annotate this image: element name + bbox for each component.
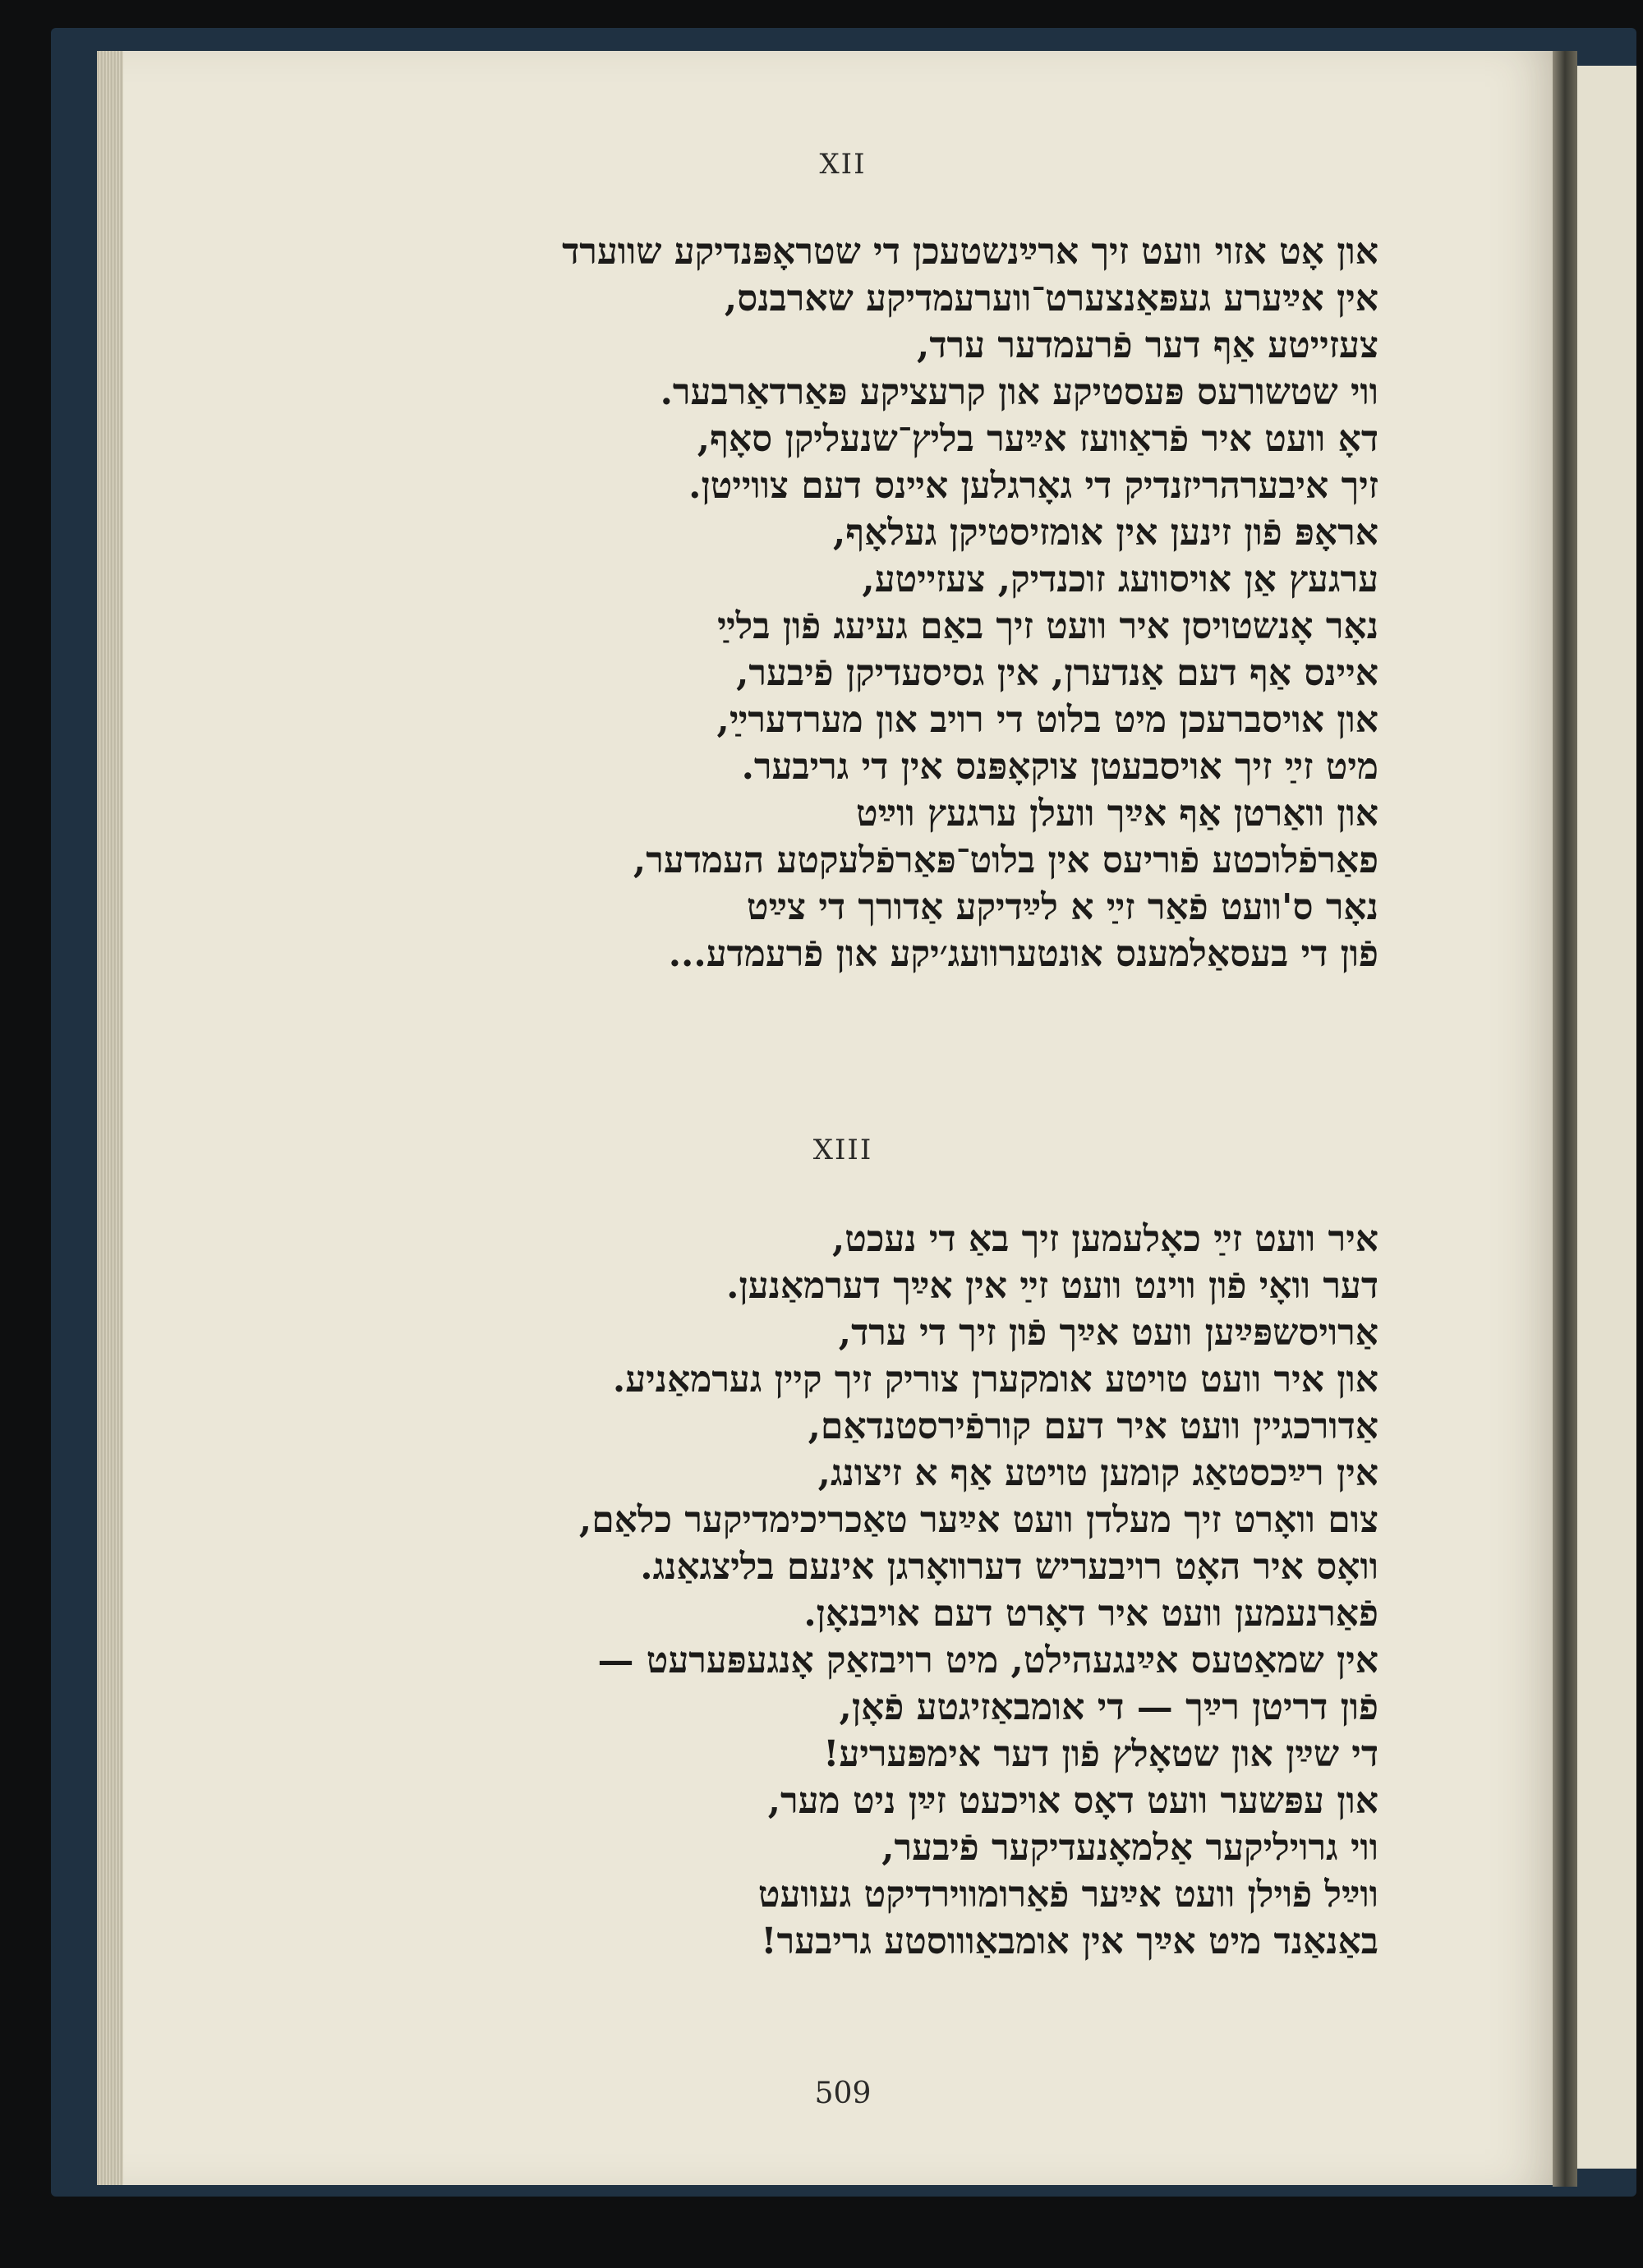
poem-line: און אָט אזוי וועט זיך ארײַנשטעכן די שטראָפּנדיקע שווערד [562, 231, 1378, 273]
poem-line: איינס אַף דעם אַנדערן, אין גסיסעדיקן פֿיבער, [736, 652, 1378, 694]
poem-line: צעזייטע אַף דער פֿרעמדער ערד, [917, 324, 1378, 366]
poem-line: און איר וועט טויטע אומקערן צוריק זיך קיין גערמאַניע. [612, 1359, 1378, 1401]
poem-line: אַרויסשפּײַען וועט אײַך פֿון זיך די ערד, [838, 1312, 1378, 1354]
poem-line: דאָ וועט איר פֿראַוועז אײַער בליץ־שנעליקן סאָף, [697, 418, 1378, 460]
facing-page [1569, 66, 1636, 2169]
poem-line: און אויסברעכן מיט בלוט די רויב און מערדערײַ, [716, 699, 1378, 741]
stanza-xiii [579, 1216, 1378, 1965]
poem-line: וואָס איר האָט רויבעריש דערװאָרגן אינעם בליצגאַנג. [640, 1546, 1378, 1588]
poem-line: פֿון דריטן רײַך — די אומבאַזיגטע פֿאָן, [839, 1686, 1378, 1728]
poem-line: פֿון די בעסאַלמענס אונטערוועג׳יקע און פֿרעמדע... [668, 933, 1378, 975]
book-gutter [1553, 51, 1577, 2187]
poem-line: ווי שטשורעס פּעסטיקע און קרעציקע פּאַרדאַרבער. [660, 371, 1378, 413]
poem-line: פאַרפֿלוכטע פֿוריעס אין בלוט־פּאַרפֿלעקטע העמדער, [633, 840, 1378, 881]
poem-line: אַדורכגיין וועט איר דעם קורפֿירסטנדאַם, [808, 1405, 1378, 1447]
page-number: 509 [814, 2077, 872, 2110]
poem-line: צום וואָרט זיך מעלדן וועט אײַער טאַכריכימדיקער כלאַם, [578, 1499, 1378, 1541]
poem-line: איר וועט זײַ כאָלעמען זיך באַ די נעכט, [831, 1218, 1378, 1260]
poem-line: אין רײַכסטאַג קומען טויטע אַף א זיצונג, [817, 1452, 1378, 1494]
poem-line: און עפּשער וועט דאָס אויכעט זײַן ניט מער, [767, 1780, 1378, 1822]
poem-line: ערגעץ אַן אויסוועג זוכנדיק, צעזייטע, [862, 559, 1378, 600]
poem-line: פֿאַרנעמען וועט איר דאָרט דעם אויבנאָן. [803, 1593, 1378, 1635]
section-heading-xii: XII [819, 148, 867, 181]
poem-line: אין שמאַטעס אײַנגעהילט, מיט רויבזאַק אָנגעפּערעט — [597, 1640, 1378, 1681]
poem-line: אין אײַערע געפּאַנצערט־ווערעמדיקע שארבנס, [724, 278, 1378, 320]
poem-line: מיט זײַ זיך אויסבעטן צוקאָפּנס אין די גריבער. [741, 746, 1378, 788]
poem-line: נאָר ס'וועט פֿאַר זײַ א לײַדיקע אַדורך די צײַט [746, 886, 1378, 928]
poem-line: נאָר אָנשטויסן איר וועט זיך באַם געיעג פֿון בלײַ [717, 605, 1378, 647]
section-heading-xiii: XIII [812, 1134, 873, 1166]
poem-line: ווי גרויליקער אַלמאָנעדיקער פֿיבער, [881, 1827, 1378, 1869]
poem-line: אראָפּ פֿון זינען אין אומזיסטיקן געלאָף, [833, 512, 1378, 554]
poem-line: ווײַל פֿוילן וועט אײַער פֿאַרומווירדיקט געוועט [757, 1874, 1378, 1916]
poem-line: די שײַן און שטאָלץ פֿון דער אימפּעריע! [823, 1733, 1378, 1775]
poem-line: זיך איבערהריזנדיק די גאָרגלען אײנס דעם צווייטן. [688, 465, 1378, 507]
poem-line: און וואַרטן אַף אײַך וועלן ערגעץ ווײַט [856, 793, 1378, 835]
stanza-xii [562, 228, 1378, 978]
poem-line: באַנאַנד מיט אײַך אין אומבאַוווסטע גריבער! [761, 1921, 1378, 1962]
poem-line: דער וואָי פֿון ווינט וועט זײַ אין אײַך דערמאַנען. [726, 1265, 1378, 1307]
